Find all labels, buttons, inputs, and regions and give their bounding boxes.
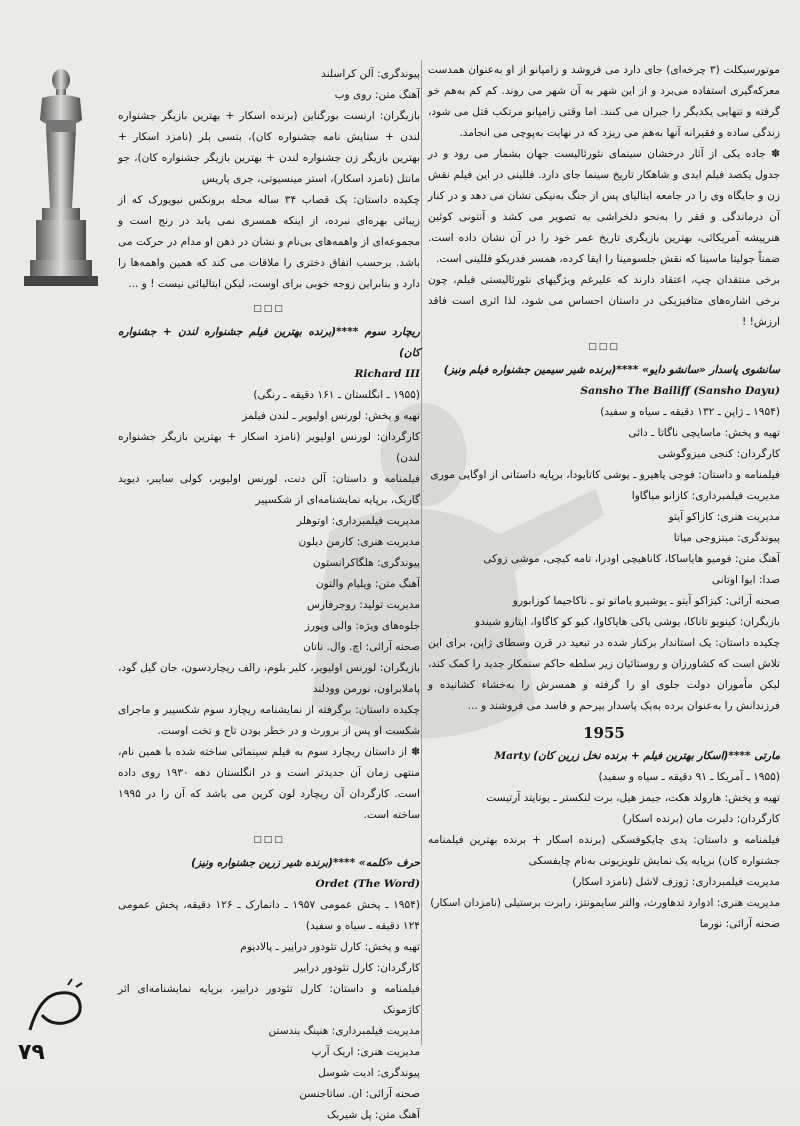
film-credit: بازیگران: کینویو تاناکا، یوشی یاکی هایاکاوا، کیو کو کاگاوا، ایتارو شیندو	[475, 616, 780, 628]
film-credit: صحنه آرائی: نورما	[699, 918, 780, 930]
section-separator: □□□	[253, 835, 285, 845]
film-credit: کارگردان: دلبرت مان (برنده اسکار)	[622, 813, 780, 825]
film-latin-title: Ordet (The Word)	[315, 878, 420, 890]
film-credit: مدیریت هنری: کارمن دیلون	[298, 536, 420, 548]
film-credit: فیلمنامه و داستان: کارل تئودور دراییر، برپایه نمایشنامه‌ای اثر کاژمونک	[118, 983, 420, 1016]
film-credit: پیوندگری: میتزوجی میاتا	[673, 532, 780, 544]
film-plot: چکیده داستان: برگرفته از نمایشنامه ریچارد سوم شکسپیر و ماجرای شکست او پس از برورث و در خطر بودن تاج و تخت اوست.	[118, 704, 420, 737]
film-credit: بازیگران: لورنس اولیویر، کلیر بلوم، رالف ریچاردسون، جان گیل گود، پاملابراون، نورمن وودلند	[118, 662, 420, 695]
film-meta: (۱۹۵۴ ـ ژاپن ـ ۱۳۲ دقیقه ـ سیاه و سفید)	[600, 406, 780, 418]
film-credit: مدیریت فیلمبرداری: کازانو میاگاوا	[631, 490, 780, 502]
film-credit: صحنه آرائی: ان. ساتاجنسن	[299, 1088, 420, 1100]
oscar-statue-image	[12, 58, 110, 288]
film-note: ✽ از داستان ریچارد سوم به فیلم سینمائی ساخته شده با همین نام، منتهی زمان آن جدیدتر است و در انگلستان دهه ۱۹۳۰ روی داده است. کارگردان آن ریچارد لون کرین می باشد که آن را در ۱۹۹۵ ساخته است.	[118, 746, 420, 821]
film-credit: صدا: ایوا اوتانی	[711, 574, 780, 586]
film-credit: مدیریت فیلمبرداری: هنینگ بندستن	[268, 1025, 420, 1037]
film-credit: آهنگ متن: ویلیام والتون	[315, 578, 420, 590]
article-paragraph: موتورسیکلت (۳ چرخه‌ای) جای دارد می فروشد و زامپانو از او به‌عنوان همدست معرکه‌گیری استفاده می‌برد و از این شهر به آن شهر می روند. کم کم به‌هم خو گرفته و تنهایی یکدیگر را جبران می کنند. اما وقتی زامپانو مرتکب قتل می شود، زندگی ساده و فقیرانه آنها به‌هم می ریزد که در نهایت به‌پوچی می انجامد.	[428, 64, 780, 139]
film-credit: کارگردان: کنجی میزوگوشی	[658, 448, 780, 460]
right-column	[428, 60, 780, 935]
film-credit: مدیریت هنری: اریک آرپ	[311, 1046, 420, 1058]
film-meta: (۱۹۵۵ ـ انگلستان ـ ۱۶۱ دقیقه ـ رنگی)	[253, 389, 420, 401]
film-credit: آهنگ متن: پل شیربک	[326, 1109, 420, 1121]
left-column	[118, 64, 420, 1126]
film-credit: کارگردان: لورنس اولیویر (نامزد اسکار + بهترین بازیگر جشنواره لندن)	[118, 431, 420, 464]
film-credit: پیوندگری: هلگاکرانستون	[312, 557, 420, 569]
film-credit: جلوه‌های ویژه: والی ویورز	[304, 620, 420, 632]
column-divider	[421, 60, 422, 1045]
film-credit: مدیریت تولید: روجرفارس	[306, 599, 420, 611]
film-credit: فیلمنامه و داستان: آلن دنت، لورنس اولیویر، کولی سایبر، دیوید گاریک، برپایه نمایشنامه‌ای از شکسپیر	[118, 473, 420, 506]
film-credit: کارگردان: کارل تئودور دراییر	[294, 962, 420, 974]
film-title	[428, 746, 780, 767]
film-credit: صحنه آرائی: کیزاکو آیتو ـ یوشیرو یاماتو تو ـ ناکاجیما کوزابورو	[512, 595, 780, 607]
film-credit: پیوندگری: ادیت شوسل	[318, 1067, 420, 1079]
film-credit: تهیه و پخش: کارل تئودور دراییر ـ پالادیوم	[240, 941, 420, 953]
section-separator: □□□	[253, 304, 285, 314]
film-credit: تهیه و پخش: ماسایچی ناگاتا ـ دائی	[628, 427, 780, 439]
page-number: ۷۹	[18, 1040, 45, 1065]
year-heading: 1955	[583, 724, 625, 742]
film-credit: تهیه و پخش: لورنس اولیویر ـ لندن فیلمز	[242, 410, 420, 422]
film-credit: مدیریت فیلمبرداری: ژوزف لاشل (نامزد اسکار)	[572, 876, 780, 888]
film-title: ریچارد سوم ****(برنده بهترین فیلم جشنواره لندن + جشنواره کان)	[118, 326, 420, 359]
film-credit: فیلمنامه و داستان: پدی چایکوفسکی (برنده اسکار + برنده بهترین فیلمنامه جشنواره کان) برپایه یک نمایش تلویزیونی به‌نام چایفسکی	[428, 834, 780, 867]
film-plot: چکیده داستان: یک قصاب ۳۴ ساله محله برونکس نیویورک که از زیبائی بهره‌ای نبرده، از اینکه همسری نمی یابد در رنج است و مجموعه‌ای از واهمه‌های بی‌نام و نشان در ذهن او مدام در حرکت می باشد. برحسب اتفاق دختری را ملاقات می کند که همین واهمه‌ها را دارد و بنابراین زوجه خوبی برای اوست، لیکن ایتالیائی نیست ! و ...	[118, 194, 420, 290]
film-credit: بازیگران: ارنست بورگناین (برنده اسکار + بهترین بازیگر جشنواره لندن + ستایش نامه جشنواره کان)، بتسی بلر (نامزد اسکار + بهترین بازیگر زن جشنواره لندن + بهترین بازیگر جشنواره کان)، جو مانتل (نامزد اسکار)، استر مینسیوتی، جری پاریس	[118, 110, 420, 185]
film-latin-title: Sansho The Bailiff (Sansho Dayu)	[580, 385, 780, 397]
film-credit: فیلمنامه و داستان: فوجی یاهیرو ـ یوشی کاتایودا، برپایه داستانی از اوگایی موری	[430, 469, 780, 481]
film-title-text: مارتی ****(اسکار بهترین فیلم + برنده نخل زرین کان)	[533, 750, 780, 762]
film-title: سانشوی پاسدار «سانشو دایو» ****(برنده شیر سیمین جشنواره فیلم ونیز)	[443, 364, 780, 376]
film-credit: آهنگ متن: فومیو هایاساکا، کاناهیچی اودرا، تامه کیچی، موشی زوکی	[483, 553, 780, 565]
film-credit: صحنه آرائی: اچ. وال. ناتان	[303, 641, 420, 653]
film-meta: (۱۹۵۵ ـ آمریکا ـ ۹۱ دقیقه ـ سیاه و سفید)	[598, 771, 780, 783]
film-latin-title: Richard III	[354, 368, 420, 380]
film-latin-title: Marty	[494, 750, 530, 762]
film-credit: مدیریت هنری: ادوارد تدهاورث، والتر سایمونتز، رابرت برستیلی (نامزدان اسکار)	[430, 897, 780, 909]
magazine-logo	[20, 975, 90, 1045]
film-title: حرف «کلمه» ****(برنده شیر زرین جشنواره ونیز)	[191, 857, 420, 869]
film-credit: مدیریت هنری: کازاکو آیتو	[668, 511, 780, 523]
film-credit: آهنگ متن: روی وب	[334, 89, 420, 101]
section-separator: □□□	[588, 342, 620, 352]
film-credit: مدیریت فیلمبرداری: اوتوهلر	[296, 515, 420, 527]
film-credit: تهیه و پخش: هارولد هکت، جیمز هیل، برت لنکستر ـ یونایتد آرتیست	[486, 792, 780, 804]
article-paragraph: ✽ جاده یکی از آثار درخشان سینمای نئورئالیست جهان بشمار می رود و در جدول یکصد فیلم ابدی و شاهکار تاریخ سینما جای دارد. فللینی در این فیلم نقش زن و جایگاه وی را در جامعه ایتالیای پس از جنگ به‌نیکی نشان می دهد و در کنار آن درماندگی و فقر را به‌نحو دلخراشی به تصویر می کشد و آنتونی کوئین هنرپیشه آمریکائی، بهترین بازیگری تاریخ عمر خود را در آن نشان داده است. ضمناً جولیتا ماسینا که نقش جلسومینا را ایفا کرده، همسر فدریکو فللینی است.	[428, 148, 780, 265]
film-credit: پیوندگری: آلن کراسلند	[321, 68, 420, 80]
film-plot: چکیده داستان: یک استاندار برکنار شده در تبعید در قرن وسطای ژاپن، برای این تلاش است که کشاورزان و روستائیان زیر سلطه حاکم ستمکار جدید را کمک کند، لیکن مأموران دولت جلوی او را گرفته و همسرش را به‌خشاء کشانیده و فرزندانش را به‌عنوان برده به‌یک پاسدار بیرحم و فاسد می فروشند و ...	[428, 637, 780, 712]
article-paragraph: برخی منتقدان چپ، اعتقاد دارند که علیرغم ویژگیهای نئورئالیستی فیلم، چون برخی اشاره‌های متافیزیکی در داستان احساس می شود، لذا اثری است فاقد ارزش! !	[428, 274, 780, 328]
film-meta: (۱۹۵۴ ـ پخش عمومی ۱۹۵۷ ـ دانمارک ـ ۱۲۶ دقیقه، پخش عمومی ۱۲۴ دقیقه ـ سیاه و سفید)	[118, 899, 420, 932]
